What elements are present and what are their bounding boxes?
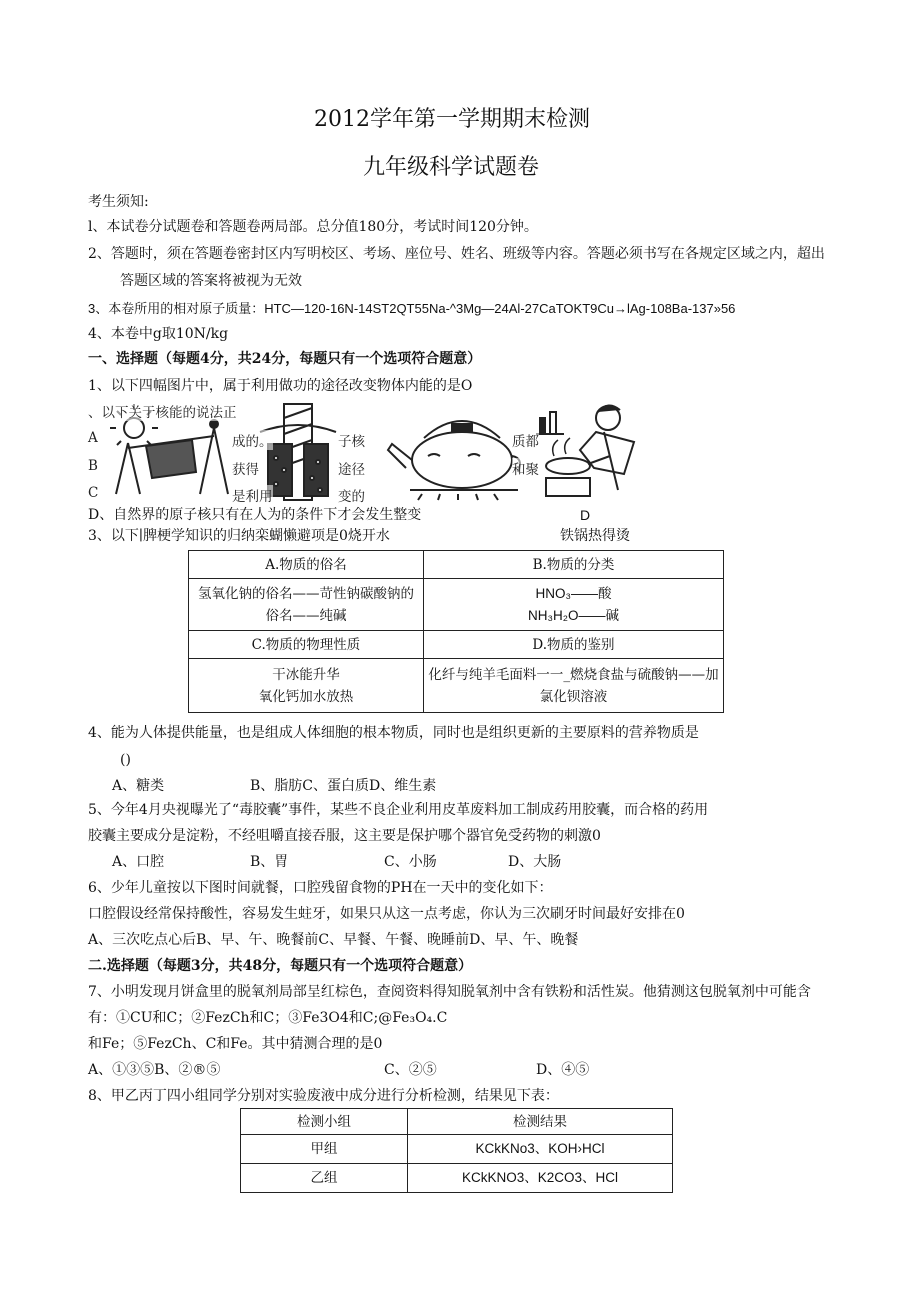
q6-options: A、三次吃点心后B、早、午、晚餐前C、早餐、午餐、晚睡前D、早、午、晚餐 (88, 932, 579, 948)
q2-overlay-a-mid: 成的。 (232, 430, 273, 450)
question-6-cont: 口腔假设经常保持酸性，容易发生蛀牙，如果只从这一点考虑，你认为三次刷牙时间最好安排在0 (88, 906, 685, 922)
question-5: 5、今年4月央视曝光了“毒胶囊”事件，某些不良企业利用皮革废料加工制成药用胶囊，而合格的药用 (88, 802, 709, 818)
question-4: 4、能为人体提供能量，也是组成人体细胞的根本物质，同时也是组织更新的主要原料的营养物质是 (88, 725, 699, 741)
q8-table-cell: KCkKNo3、KOH›HCl (408, 1135, 673, 1164)
question-4-paren: () (120, 752, 131, 768)
q2-overlay-b-mid: 获得 (232, 458, 259, 478)
q3-table-cell: B.物质的分类 (424, 551, 724, 579)
q1-figure-d-label: D (580, 507, 591, 523)
figure-kettle (388, 421, 520, 500)
q7-option-c: C、②⑤ (384, 1062, 437, 1078)
question-1: 1、以下四幅图片中，属于利用做功的途径改变物体内能的是O (88, 378, 473, 394)
question-7-cont: 有：①CU和C；②FezCh和C；③Fe3O4和C;@Fe₃O₄.C (88, 1010, 448, 1026)
q3-table-cell (189, 659, 424, 713)
notice-item-3: 3、本卷所用的相对原子质量：HTC—120-16N-14ST2QT55Na-^3Mg—24Al-27CaTOKT9Cu→lAg-108Ba-137»56 (88, 301, 736, 316)
q3-table-cell: C.物质的物理性质 (189, 631, 424, 659)
q3-table-cell (424, 579, 724, 631)
notice-item-1: l、本试卷分试题卷和答题卷两局部。总分值180分，考试时间120分钟。 (88, 219, 538, 235)
q3-table-cell: D.物质的鉴别 (424, 631, 724, 659)
question-6: 6、少年儿童按以下图时间就餐，口腔残留食物的PH在一天中的变化如下： (88, 880, 553, 896)
q2-overlay-b: B (88, 458, 98, 474)
q8-table (240, 1108, 673, 1193)
question-7: 7、小明发现月饼盒里的脱氧剂局部呈红棕色，查阅资料得知脱氧剂中含有铁粉和活性炭。他猜测这包脱氧剂中可能含 (88, 984, 811, 1000)
question-7-cont2: 和Fe；⑤FezCh、C和Fe。其中猜测合理的是0 (88, 1036, 383, 1052)
q5-option-a: A、口腔 (112, 854, 165, 870)
q3-table-cell (424, 659, 724, 713)
q5-option-d: D、大肠 (508, 854, 562, 870)
q3-table-cell (189, 579, 424, 631)
q8-table-header: 检测小组 (241, 1109, 408, 1135)
q3-cell-line: 干冰能升华 (272, 666, 340, 683)
q8-table-cell: KCkKNO3、K2CO3、HCl (408, 1164, 673, 1193)
question-5-cont: 胶囊主要成分是淀粉，不经咀嚼直接吞服，这主要是保护哪个器官免受药物的刺激0 (88, 828, 601, 844)
question-8: 8、甲乙丙丁四小组同学分别对实验废液中成分进行分析检测，结果见下表： (88, 1088, 559, 1104)
q8-table-header: 检测结果 (408, 1109, 673, 1135)
question-3: 3、以下∣脾梗学知识的归纳栾蝴懒避项是0烧开水 (88, 528, 390, 544)
notice-item-4: 4、本卷中g取10N∕kg (88, 326, 229, 342)
q4-options-bcd: B、脂肪C、蛋白质D、维生素 (250, 778, 437, 794)
q3-cell-line: 氢氧化钠的俗名——苛性钠碳酸钠的 (198, 585, 414, 602)
q3-cell-line: 氧化钙加水放热 (258, 688, 354, 705)
q3-table (188, 550, 724, 713)
q2-overlay-c-mid2: 变的 (338, 485, 365, 505)
section1-heading: 一、选择题（每题4分，共24分，每题只有一个选项符合题意） (88, 351, 482, 367)
q5-option-b: B、胃 (250, 854, 289, 870)
q2-overlay-c: C (88, 485, 99, 501)
q2-overlay-b-mid2: 途径 (338, 458, 365, 478)
q2-overlay-a-right: 质都 (512, 430, 539, 450)
q7-option-d: D、④⑤ (536, 1062, 590, 1078)
q2-overlay-b-right: 和聚 (512, 458, 539, 478)
q3-cell-line: HNO₃——酸 (535, 585, 612, 601)
q8-table-cell: 乙组 (241, 1164, 408, 1193)
page-subtitle: 九年级科学试题卷 (363, 155, 540, 180)
page-title: 2012学年第一学期期末检测 (314, 107, 590, 132)
q3-cell-line: 化纤与纯羊毛面料一一_燃烧食盐与硫酸钠——加 (428, 666, 719, 683)
q3-cell-line: 俗名——纯碱 (265, 607, 347, 624)
q3-table-cell: A.物质的俗名 (189, 551, 424, 579)
q4-option-a: A、糖类 (112, 778, 165, 794)
figure-wok-cooking (536, 405, 634, 496)
q7-options-ab: A、①③⑤B、②®⑤ (88, 1062, 221, 1078)
q2-overlay-c-mid: 是利用 (232, 485, 273, 505)
q2-overlay-a: A (88, 430, 98, 446)
q3-cell-line: 氯化钡溶液 (539, 688, 608, 705)
q1-figure-d-caption: 铁锅热得烫 (560, 528, 630, 544)
section2-heading: 二.选择题（每题3分，共48分，每题只有一个选项符合题意） (88, 958, 473, 974)
q8-table-cell: 甲组 (241, 1135, 408, 1164)
q2-overlay-a-mid2: 子核 (338, 430, 365, 450)
notice-item-2: 2、答题时，须在答题卷密封区内写明校区、考场、座位号、姓名、班级等内容。答题必须书写在各规定区域之内，超出 (88, 246, 825, 262)
q3-cell-line: NH₃H₂O——碱 (528, 607, 619, 623)
q2-option-d: D、自然界的原子核只有在人为的条件下才会发生整变 (88, 507, 422, 523)
q2-overlay-top: 、以下关于核能的说法正 (88, 401, 237, 421)
notice-item-2-cont: 答题区域的答案将被视为无效 (120, 273, 302, 289)
q5-option-c: C、小肠 (384, 854, 437, 870)
notice-heading: 考生须知: (88, 194, 149, 210)
